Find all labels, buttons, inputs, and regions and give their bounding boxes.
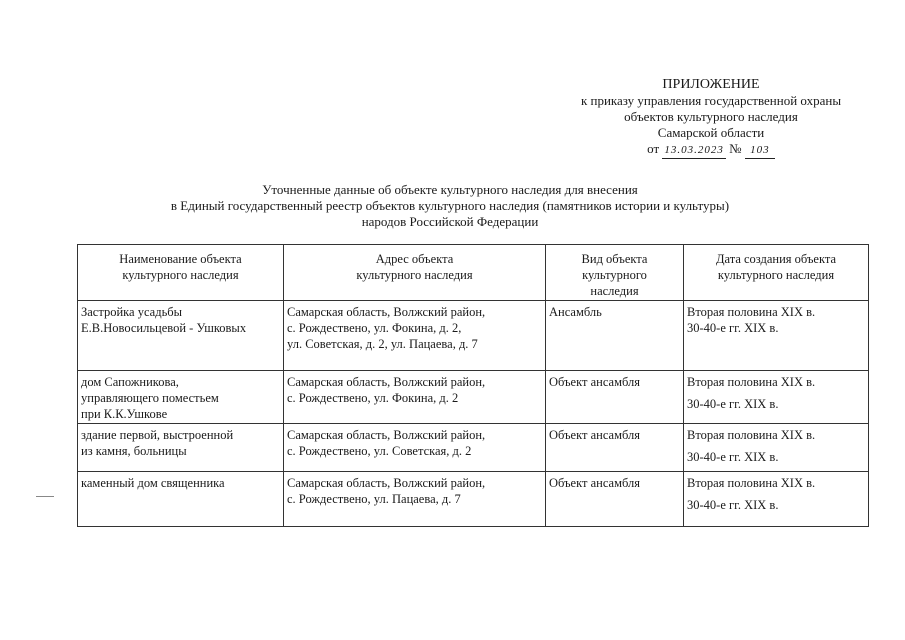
name-line: Застройка усадьбы	[81, 305, 183, 319]
date-line: 30-40-е гг. XIX в.	[687, 450, 779, 464]
cell-type: Объект ансамбля	[546, 371, 684, 424]
margin-mark	[36, 496, 54, 497]
date-line: Вторая половина XIX в.	[687, 476, 816, 490]
address-line: Самарская область, Волжский район,	[287, 428, 486, 442]
appendix-block	[520, 77, 902, 159]
name-line: дом Сапожникова,	[81, 375, 179, 389]
name-line: управляющего поместьем	[81, 391, 219, 405]
cell-type: Объект ансамбля	[546, 424, 684, 472]
address-line: с. Рождествено, ул. Советская, д. 2	[287, 444, 472, 458]
appendix-line-1: к приказу управления государственной охраны	[580, 93, 842, 108]
table-row	[78, 371, 869, 424]
header-date	[684, 245, 869, 301]
address-line: с. Рождествено, ул. Пацаева, д. 7	[287, 492, 461, 506]
table-row	[78, 301, 869, 371]
address-line: Самарская область, Волжский район,	[287, 375, 486, 389]
header-type-line-3: наследия	[590, 284, 639, 298]
document-heading	[100, 182, 800, 230]
cell-name	[78, 301, 284, 371]
table-header-row	[78, 245, 869, 301]
header-name-line-1: Наименование объекта	[119, 252, 242, 266]
address-line: ул. Советская, д. 2, ул. Пацаева, д. 7	[287, 337, 478, 351]
date-line: 30-40-е гг. XIX в.	[687, 321, 779, 335]
cell-address	[284, 424, 546, 472]
heritage-table	[77, 244, 869, 527]
cell-name	[78, 424, 284, 472]
from-label: от	[647, 141, 660, 156]
cell-address	[284, 472, 546, 527]
cell-type: Ансамбль	[546, 301, 684, 371]
number-label: №	[729, 141, 742, 156]
table-row	[78, 424, 869, 472]
name-line: каменный дом священника	[81, 476, 225, 490]
date-line: Вторая половина XIX в.	[687, 375, 816, 389]
appendix-title: ПРИЛОЖЕНИЕ	[662, 77, 760, 92]
address-line: Самарская область, Волжский район,	[287, 476, 486, 490]
address-line: с. Рождествено, ул. Фокина, д. 2,	[287, 321, 462, 335]
heading-line-1: Уточненные данные об объекте культурного наследия для внесения	[262, 182, 638, 197]
heading-line-3: народов Российской Федерации	[361, 214, 539, 229]
date-line: 30-40-е гг. XIX в.	[687, 498, 779, 512]
date-line: 30-40-е гг. XIX в.	[687, 397, 779, 411]
header-address-line-2: культурного наследия	[356, 268, 473, 282]
date-line: Вторая половина XIX в.	[687, 305, 816, 319]
name-line: из камня, больницы	[81, 444, 187, 458]
cell-date	[684, 371, 869, 424]
cell-address	[284, 301, 546, 371]
cell-date	[684, 472, 869, 527]
cell-type: Объект ансамбля	[546, 472, 684, 527]
cell-name	[78, 371, 284, 424]
header-address	[284, 245, 546, 301]
cell-name	[78, 472, 284, 527]
header-type-line-2: культурного	[582, 268, 647, 282]
header-date-line-1: Дата создания объекта	[715, 252, 837, 266]
header-name-line-2: культурного наследия	[122, 268, 239, 282]
header-address-line-1: Адрес объекта	[375, 252, 454, 266]
heading-line-2: в Единый государственный реестр объектов культурного наследия (памятников истории и культуры)	[170, 198, 730, 213]
table-row	[78, 472, 869, 527]
name-line: Е.В.Новосильцевой - Ушковых	[81, 321, 247, 335]
appendix-date-line	[520, 141, 902, 159]
address-line: с. Рождествено, ул. Фокина, д. 2	[287, 391, 459, 405]
name-line: здание первой, выстроенной	[81, 428, 234, 442]
cell-address	[284, 371, 546, 424]
order-date: 13.03.2023	[662, 142, 726, 159]
header-name	[78, 245, 284, 301]
cell-date	[684, 301, 869, 371]
appendix-line-2: объектов культурного наследия	[624, 109, 798, 124]
address-line: Самарская область, Волжский район,	[287, 305, 486, 319]
header-date-line-2: культурного наследия	[717, 268, 835, 282]
appendix-line-3: Самарской области	[657, 125, 765, 140]
order-number: 103	[745, 142, 775, 159]
header-type-line-1: Вид объекта	[581, 252, 648, 266]
header-type	[546, 245, 684, 301]
date-line: Вторая половина XIX в.	[687, 428, 816, 442]
name-line: при К.К.Ушкове	[81, 407, 168, 421]
cell-date	[684, 424, 869, 472]
